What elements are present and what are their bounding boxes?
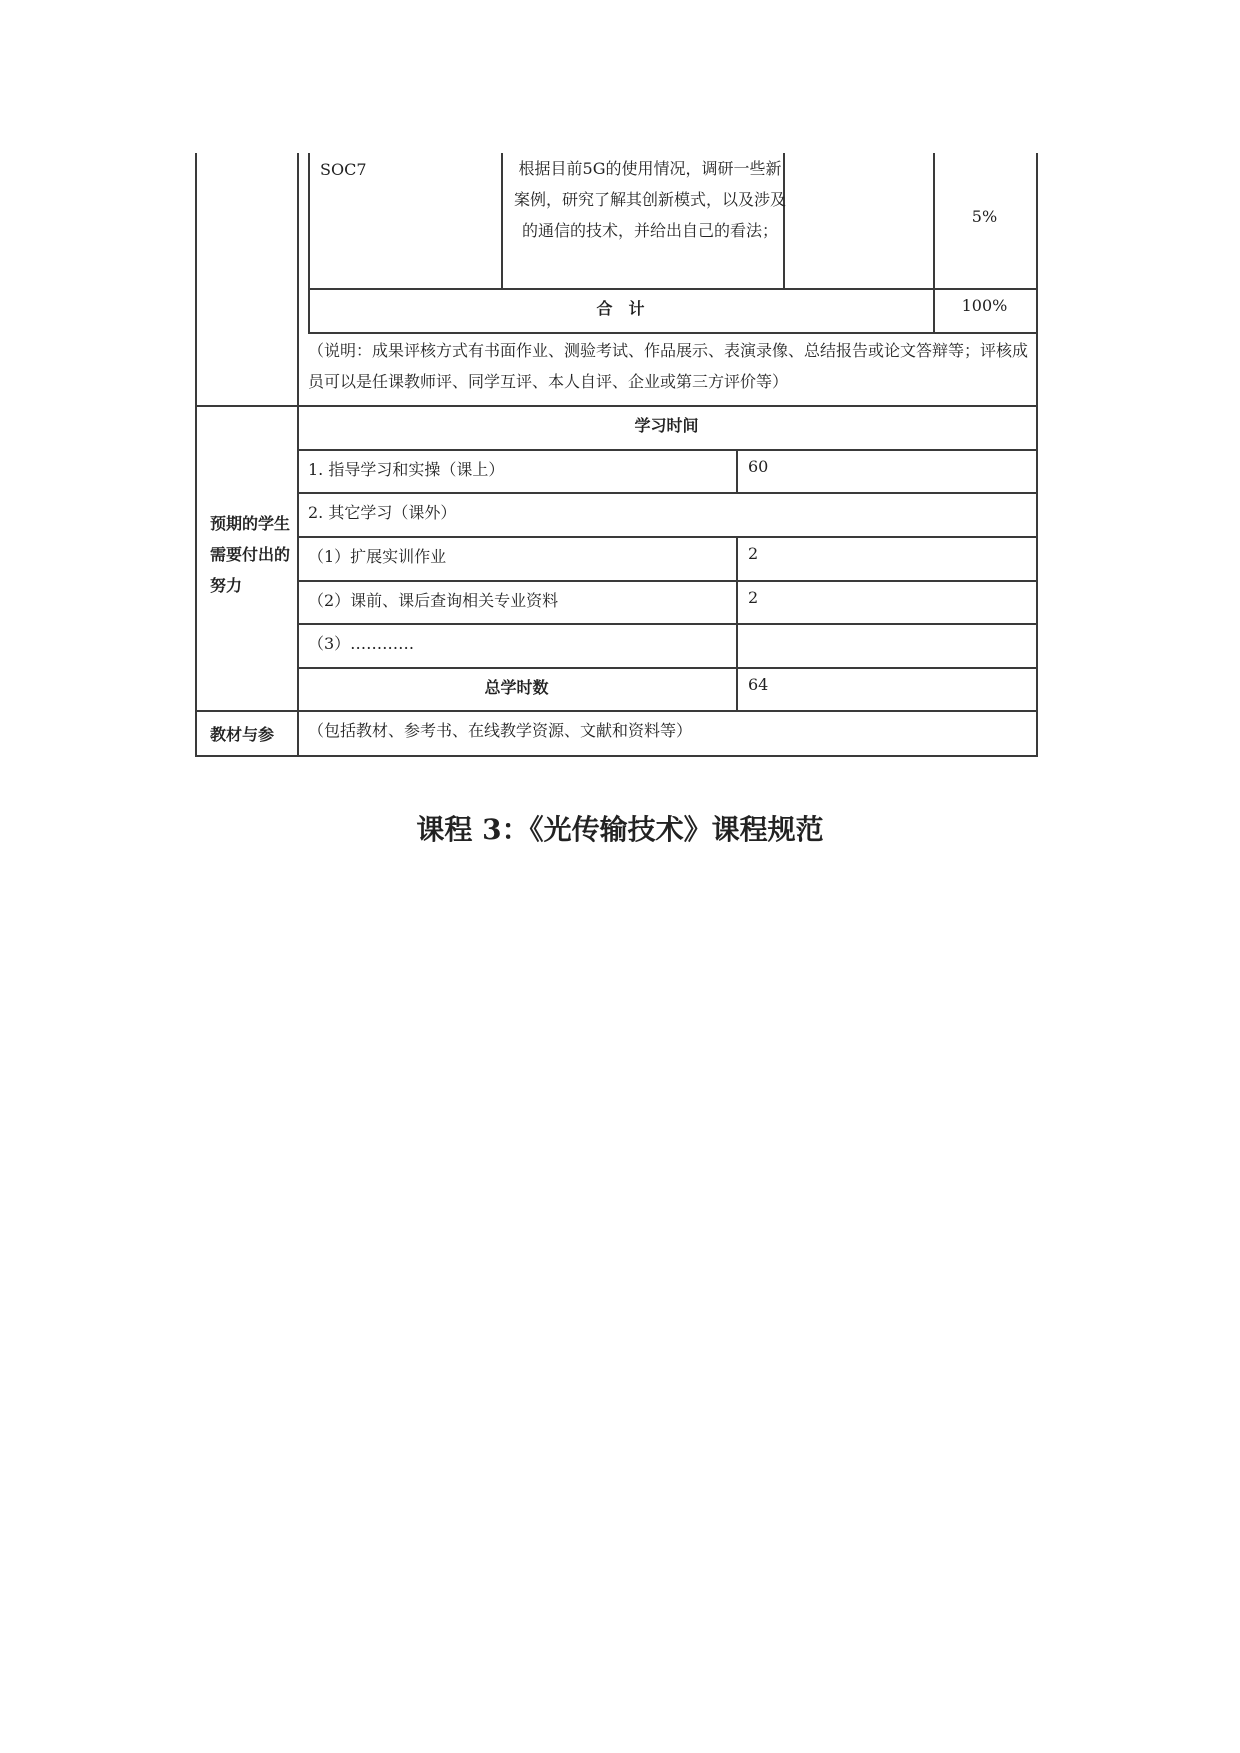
total-label: 合 计 [596, 299, 645, 318]
assessment-note: （说明：成果评核方式有书面作业、测验考试、作品展示、表演录像、总结报告或论文答辩等；评核成员可以是任课教师评、同学互评、本人自评、企业或第三方评价等） [308, 341, 1029, 391]
col-divider-1 [501, 153, 503, 288]
section-heading: 课程 3：《光传输技术》课程规范 [416, 813, 824, 846]
effort-side-label: 预期的学生需要付出的努力 [210, 514, 291, 595]
row-line-note-bottom [195, 405, 1037, 407]
value-col-line-a [736, 449, 738, 492]
total-value: 100% [961, 296, 1008, 315]
effort-total-value: 64 [748, 675, 769, 694]
materials-side-label: 教材与参 [210, 725, 275, 744]
effort-header: 学习时间 [634, 416, 699, 435]
row-line-1 [297, 492, 1037, 494]
effort-row-label: 1. 指导学习和实操（课上） [308, 460, 505, 479]
row-line-header-bottom [297, 449, 1037, 451]
row-line-3 [297, 580, 1037, 582]
materials-content: （包括教材、参考书、在线教学资源、文献和资料等） [308, 721, 693, 740]
effort-row-value: 2 [748, 544, 759, 563]
table-border-bottom [195, 755, 1037, 757]
assessment-weight: 5% [971, 207, 998, 226]
effort-total-label: 总学时数 [484, 678, 549, 697]
assessment-code: SOC7 [320, 160, 367, 179]
row-line-soc7-bottom [308, 288, 1037, 290]
effort-row-label: （3）………… [308, 634, 415, 653]
effort-row-label: （1）扩展实训作业 [308, 547, 447, 566]
value-col-line-b [736, 536, 738, 710]
table-border-left [195, 153, 197, 757]
effort-row-label: 2. 其它学习（课外） [308, 503, 457, 522]
row-line-total-bottom [308, 332, 1037, 334]
row-line-effort-bottom [195, 710, 1037, 712]
row-line-4 [297, 623, 1037, 625]
effort-row-value: 2 [748, 588, 759, 607]
row-line-5 [297, 667, 1037, 669]
effort-row-label: （2）课前、课后查询相关专业资料 [308, 591, 559, 610]
effort-row-value: 60 [748, 457, 769, 476]
assessment-description: 根据目前5G的使用情况，调研一些新案例，研究了解其创新模式，以及涉及的通信的技术，并给出自己的看法； [514, 159, 787, 240]
row-line-2 [297, 536, 1037, 538]
